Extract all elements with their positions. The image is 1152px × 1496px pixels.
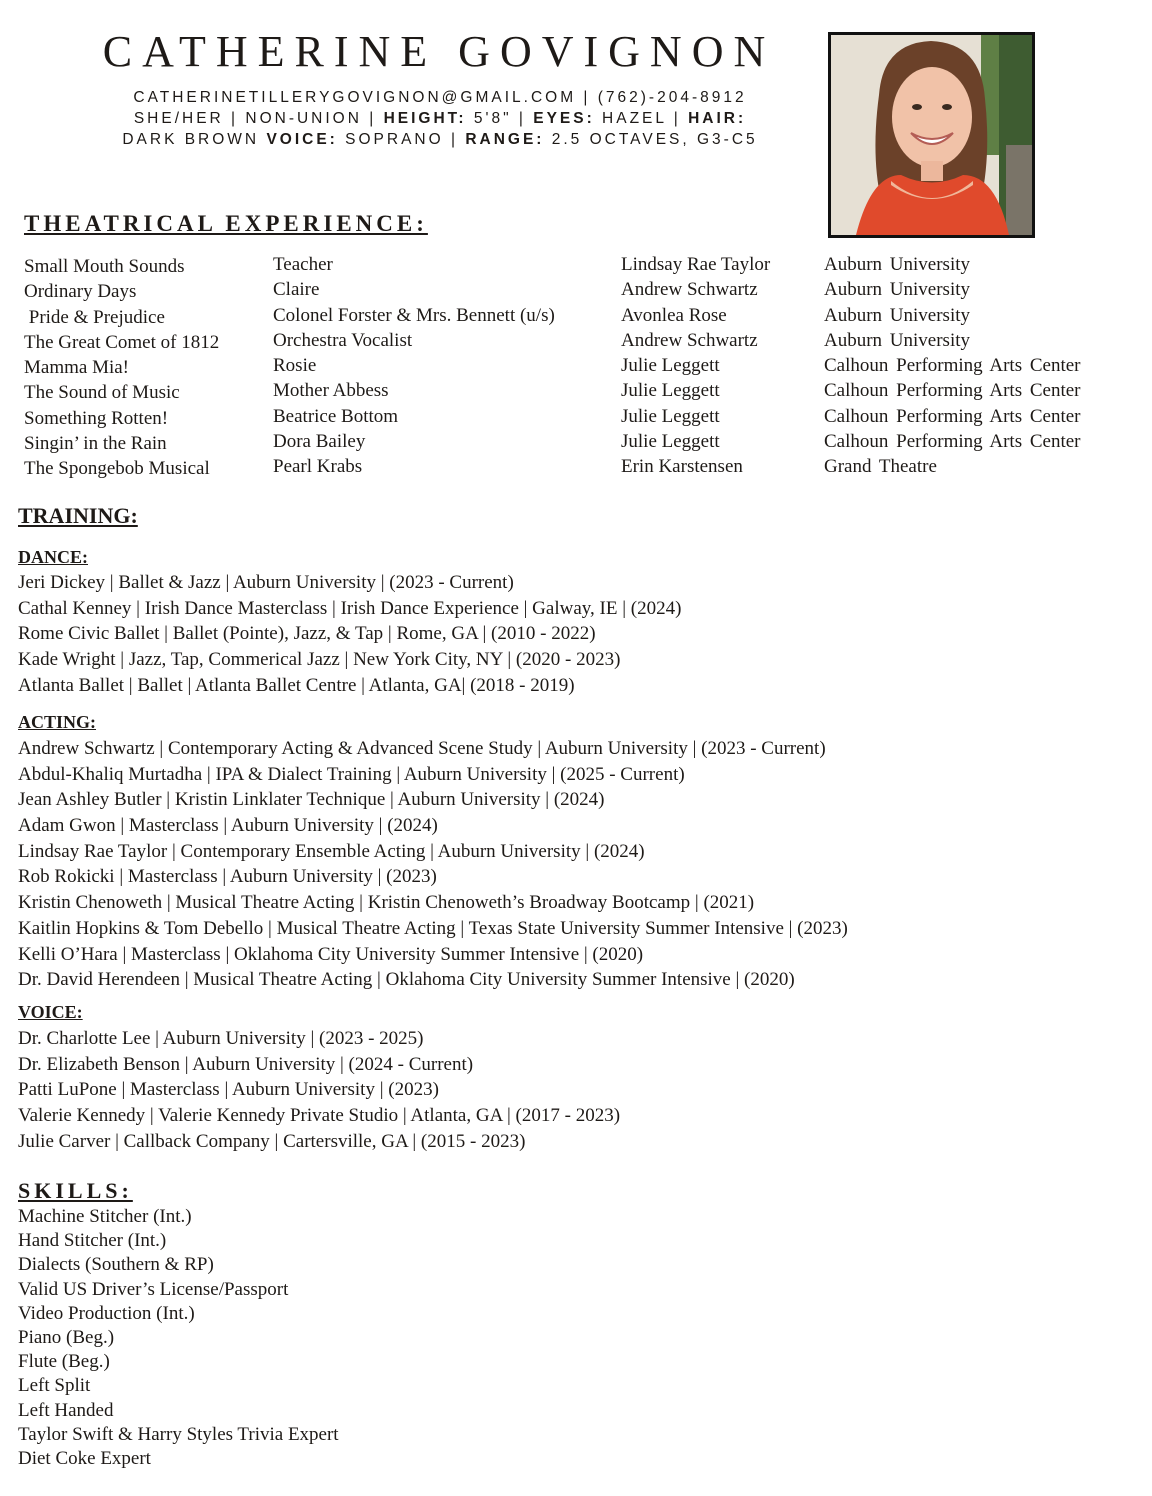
director: Julie Leggett [621, 405, 720, 427]
roles-column [273, 252, 555, 480]
list-item: Kade Wright | Jazz, Tap, Commerical Jazz | New York City, NY | (2020 - 2023) [18, 649, 621, 671]
director: Avonlea Rose [621, 304, 727, 326]
list-item: Abdul-Khaliq Murtadha | IPA & Dialect Training | Auburn University | (2025 - Current) [18, 763, 685, 785]
skill-item: Left Split [18, 1375, 91, 1397]
list-item: Dr. David Herendeen | Musical Theatre Acting | Oklahoma City University Summer Intensive | (2020) [18, 969, 795, 991]
skill-item: Left Handed [18, 1399, 114, 1421]
show-title: The Great Comet of 1812 [24, 331, 220, 353]
venue: Calhoun Performing Arts Center [824, 405, 1081, 427]
skill-item: Flute (Beg.) [18, 1351, 110, 1373]
directors-column [621, 252, 770, 480]
list-item: Rome Civic Ballet | Ballet (Pointe), Jazz, & Tap | Rome, GA | (2010 - 2022) [18, 623, 596, 645]
director: Andrew Schwartz [621, 329, 758, 351]
voice-list [18, 1026, 620, 1154]
role: Orchestra Vocalist [273, 329, 413, 351]
venue: Calhoun Performing Arts Center [824, 431, 1081, 453]
role: Dora Bailey [273, 431, 366, 453]
skill-item: Piano (Beg.) [18, 1326, 115, 1348]
show-title: Ordinary Days [24, 281, 137, 303]
acting-heading: ACTING: [18, 712, 97, 732]
venue: Auburn University [824, 304, 971, 326]
skill-item: Valid US Driver’s License/Passport [18, 1278, 289, 1300]
show-title: Small Mouth Sounds [24, 256, 185, 277]
skills-list [18, 1205, 339, 1471]
stats-line-2: DARK BROWN VOICE: SOPRANO | RANGE: 2.5 OCTAVES, G3-C5 [122, 131, 758, 148]
list-item: Valerie Kennedy | Valerie Kennedy Private Studio | Atlanta, GA | (2017 - 2023) [18, 1105, 621, 1127]
show-title: Singin’ in the Rain [24, 433, 167, 455]
list-item: Rob Rokicki | Masterclass | Auburn University | (2023) [18, 866, 437, 888]
list-item: Patti LuPone | Masterclass | Auburn University | (2023) [18, 1079, 439, 1101]
training-heading: TRAINING: [18, 503, 138, 528]
list-item: Kaitlin Hopkins & Tom Debello | Musical Theatre Acting | Texas State University Summer Intensive | (2023) [18, 917, 848, 939]
skill-item: Diet Coke Expert [18, 1447, 151, 1469]
venue: Auburn University [824, 329, 971, 351]
list-item: Atlanta Ballet | Ballet | Atlanta Ballet Centre | Atlanta, GA| (2018 - 2019) [18, 674, 575, 696]
headshot-photo [828, 32, 1035, 238]
theatrical-experience-heading: THEATRICAL EXPERIENCE: [24, 211, 428, 236]
resume-name: CATHERINE GOVIGNON [102, 27, 776, 76]
skill-item: Dialects (Southern & RP) [18, 1254, 214, 1276]
venue: Grand Theatre [824, 456, 937, 478]
list-item: Adam Gwon | Masterclass | Auburn University | (2024) [18, 815, 438, 837]
director: Erin Karstensen [621, 456, 743, 478]
role: Colonel Forster & Mrs. Bennett (u/s) [273, 304, 555, 326]
venue: Auburn University [824, 254, 971, 275]
director: Julie Leggett [621, 380, 720, 402]
list-item: Jeri Dickey | Ballet & Jazz | Auburn University | (2023 - Current) [18, 572, 514, 593]
dance-heading: DANCE: [18, 547, 88, 567]
role: Mother Abbess [273, 380, 389, 402]
list-item: Dr. Elizabeth Benson | Auburn University | (2024 - Current) [18, 1053, 474, 1075]
list-item: Lindsay Rae Taylor | Contemporary Ensemble Acting | Auburn University | (2024) [18, 840, 645, 862]
show-title: Pride & Prejudice [24, 306, 165, 328]
shows-column [24, 254, 219, 482]
director: Andrew Schwartz [621, 279, 758, 301]
role: Teacher [273, 254, 333, 275]
venue: Auburn University [824, 279, 971, 301]
list-item: Andrew Schwartz | Contemporary Acting & Advanced Scene Study | Auburn University | (2023 - Current) [18, 738, 826, 759]
list-item: Dr. Charlotte Lee | Auburn University | (2023 - 2025) [18, 1028, 424, 1049]
skills-heading: SKILLS: [18, 1178, 133, 1203]
show-title: Mamma Mia! [24, 357, 130, 379]
role: Pearl Krabs [273, 456, 363, 478]
list-item: Jean Ashley Butler | Kristin Linklater Technique | Auburn University | (2024) [18, 789, 605, 811]
show-title: The Sound of Music [24, 382, 180, 404]
show-title: Something Rotten! [24, 407, 169, 429]
contact-line: CATHERINETILLERYGOVIGNON@GMAIL.COM | (762)-204-8912 [133, 89, 747, 106]
director: Julie Leggett [621, 355, 720, 377]
skill-item: Video Production (Int.) [18, 1302, 195, 1324]
skill-item: Taylor Swift & Harry Styles Trivia Expert [18, 1423, 339, 1445]
venues-column [824, 252, 1081, 480]
voice-heading: VOICE: [18, 1002, 83, 1022]
acting-list [18, 736, 848, 993]
role: Claire [273, 279, 320, 301]
role: Rosie [273, 355, 317, 377]
skill-item: Machine Stitcher (Int.) [18, 1206, 192, 1227]
skill-item: Hand Stitcher (Int.) [18, 1230, 167, 1252]
role: Beatrice Bottom [273, 405, 399, 427]
director: Lindsay Rae Taylor [621, 254, 771, 275]
list-item: Julie Carver | Callback Company | Cartersville, GA | (2015 - 2023) [18, 1130, 526, 1152]
venue: Calhoun Performing Arts Center [824, 380, 1081, 402]
list-item: Kelli O’Hara | Masterclass | Oklahoma City University Summer Intensive | (2020) [18, 943, 644, 965]
stats-line-1: SHE/HER | NON-UNION | HEIGHT: 5'8" | EYES: HAZEL | HAIR: [133, 110, 747, 127]
venue: Calhoun Performing Arts Center [824, 355, 1081, 377]
show-title: The Spongebob Musical [24, 458, 210, 480]
list-item: Cathal Kenney | Irish Dance Masterclass | Irish Dance Experience | Galway, IE | (2024) [18, 597, 682, 619]
director: Julie Leggett [621, 431, 720, 453]
dance-list [18, 570, 681, 698]
list-item: Kristin Chenoweth | Musical Theatre Acting | Kristin Chenoweth’s Broadway Bootcamp | (2021) [18, 892, 755, 914]
